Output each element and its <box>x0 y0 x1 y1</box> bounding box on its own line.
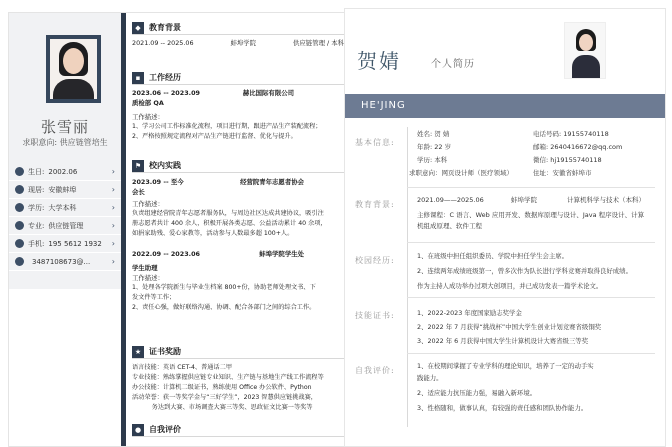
section-self-eval <box>132 423 344 437</box>
campus-org: 蚌埠学院学生处 <box>259 250 304 258</box>
edu-period: 2021.09——2025.06 <box>417 196 484 204</box>
skill-item: 1、2022-2023 年度国家励志奖学金 <box>417 309 522 317</box>
campus-desc-line: 册志愿者共计 400 余人，积极开展各类志愿、公益活动累计 40 余项， <box>132 220 327 227</box>
section-title: 校内实践 <box>149 161 181 170</box>
field-key: 微信: <box>533 156 549 164</box>
chevron-right-icon: › <box>111 203 115 212</box>
campus-org: 经营院青年志愿者协会 <box>240 178 304 186</box>
section-label: 技能证书: <box>355 311 395 320</box>
campus-item: 作为主持人成功举办过项大创项目，并已成功发表一篇学术论文。 <box>417 282 603 290</box>
work-period: 2023.06 -- 2023.09 <box>132 89 200 97</box>
location-icon <box>15 185 24 194</box>
field-key: 学历: <box>417 156 433 164</box>
section-label: 教育背景: <box>355 200 395 209</box>
section-label: 基本信息: <box>355 138 395 147</box>
phone-icon <box>15 239 24 248</box>
work-desc-title: 工作描述： <box>132 113 164 121</box>
award-icon: ★ <box>132 346 144 358</box>
profile-photo <box>46 35 101 103</box>
profile-photo <box>564 22 606 79</box>
info-row-email: 3487108673@... › <box>9 253 121 271</box>
section-title: 证书奖励 <box>149 347 181 356</box>
job-intent: 求职意向：网页设计师（医疗领域） <box>409 169 513 177</box>
email-icon <box>15 257 24 266</box>
user-icon: ● <box>132 424 144 436</box>
skill-item: 3、2022 年 6 月获得中国大学生计算机设计大赛省级三等奖 <box>417 337 589 345</box>
cert-line: 办公技能：计算机二级证书，熟练使用 Office 办公软件、Python <box>132 384 312 391</box>
section-title: 自我评价 <box>149 425 181 434</box>
cert-line: 活动荣誉：获一等奖学金与“三好学生”，2023 智慧供应链挑战赛， <box>132 394 317 401</box>
campus-period: 2023.09 -- 至今 <box>132 178 184 186</box>
timeline-line <box>407 127 408 427</box>
section-label: 校园经历: <box>355 256 395 265</box>
name-banner <box>345 94 665 118</box>
eval-item: 践能力。 <box>417 374 443 382</box>
education-icon <box>15 203 24 212</box>
english-name: HE'JING <box>361 100 406 111</box>
campus-desc-line: 1、处理各学院新生与毕业生档案 800+份，协助老师处理文书、下 <box>132 284 316 291</box>
chevron-right-icon: › <box>111 167 115 176</box>
divider <box>407 297 655 298</box>
campus-item: 2、连续两年成绩班级第一，曾多次作为队长进行学科竞赛并取得良好成绩。 <box>417 267 632 275</box>
campus-desc-line: 2、责任心强，做好联络沟通、协调、配合各部门之间的综合工作。 <box>132 304 316 311</box>
flag-icon: ⚑ <box>132 160 144 172</box>
cert-line: 专业技能：熟练掌握供应链专业知识、生产链与基地生产线工作流程等 <box>132 374 324 381</box>
section-title: 教育背景 <box>149 23 181 32</box>
campus-item: 1、在班级中担任组织委员、学院中担任学生会主席。 <box>417 252 569 260</box>
campus-role: 学生助理 <box>132 264 158 272</box>
chevron-right-icon: › <box>111 257 115 266</box>
field-key: 姓名: <box>417 130 433 138</box>
candidate-name: 张雪丽 <box>40 118 89 136</box>
field-key: 年龄: <box>417 143 433 151</box>
field-value: 本科 <box>434 156 448 164</box>
calendar-icon <box>15 167 24 176</box>
chevron-right-icon: › <box>111 185 115 194</box>
major-icon <box>15 221 24 230</box>
header <box>345 9 665 91</box>
briefcase-icon: ▪ <box>132 72 144 84</box>
info-row-phone: 手机: 195 5612 1932 › <box>9 235 121 253</box>
skill-item: 2、2022 年 7 月获得“挑战杯”中国大学生创业计划竞赛省级铜奖 <box>417 323 602 331</box>
edu-courses: 机组成原理、软件工程 <box>417 222 482 230</box>
info-row-birthday: 生日: 2002.06 › <box>9 163 121 181</box>
section-work <box>132 71 344 142</box>
field-value: 22 岁 <box>434 143 452 151</box>
cert-line: 务达到大赛、市场调查大赛三等奖、思政征文比赛一等奖等 <box>132 404 313 411</box>
campus-desc-line: 负责组建经营院青年志愿者服务队，与周边社区达成共建协议，吸引注 <box>132 210 324 217</box>
divider <box>407 187 655 188</box>
email-link[interactable]: 2640416672@qq.com <box>550 143 623 151</box>
campus-role: 会长 <box>132 188 145 196</box>
field-value: 贺 婧 <box>434 130 450 138</box>
edu-period: 2021.09 -- 2025.06 <box>132 39 194 47</box>
education-icon: ◆ <box>132 22 144 34</box>
address: 住址：安徽省蚌埠市 <box>533 169 592 177</box>
work-company: 赫比国际有限公司 <box>242 89 294 97</box>
cert-line: 语言技能：英语 CET-4、普通话二甲 <box>132 364 233 371</box>
eval-item: 2、适应能力抗压能力强，易融入新环境。 <box>417 389 537 397</box>
work-item: 1、学习公司工作标准化流程，项目进行期，跟进产品生产装配流程； <box>132 123 322 130</box>
info-row-location: 现居: 安徽蚌埠 › <box>9 181 121 199</box>
campus-desc-line: 如捐家助残、爱心家教等，活动参与人数最多超 100+人。 <box>132 230 294 237</box>
field-key: 电话号码: <box>533 130 562 138</box>
resume-he <box>344 8 666 447</box>
section-campus <box>132 159 344 313</box>
work-role: 质检部 QA <box>132 99 164 107</box>
campus-desc-title: 工作描述： <box>132 274 164 282</box>
divider <box>407 353 655 354</box>
sidebar-stripe <box>121 13 126 446</box>
section-certificates <box>132 345 344 413</box>
resume-zhang <box>8 12 348 447</box>
campus-period: 2022.09 -- 2023.06 <box>132 250 200 258</box>
eval-item: 3、性格随和，做事认真，有较强的责任感和团队协作能力。 <box>417 404 588 412</box>
section-label: 自我评价: <box>355 366 395 375</box>
field-value: 19155740118 <box>563 130 609 138</box>
edu-school: 蚌埠学院 <box>511 196 537 204</box>
chevron-right-icon: › <box>111 239 115 248</box>
field-value: hj19155740118 <box>550 156 602 164</box>
edu-major: 供应链管理 / 本科 <box>293 39 344 47</box>
document-subtitle: 个人简历 <box>431 59 475 70</box>
chevron-right-icon: › <box>111 221 115 230</box>
info-list <box>9 163 121 271</box>
job-intent: 求职意向: 供应链管培生 <box>22 138 108 147</box>
work-item: 2、严格按照规定流程对产品生产链进行监督、优化与提升。 <box>132 133 297 140</box>
campus-desc-title: 工作描述： <box>132 200 164 208</box>
field-key: 邮箱: <box>533 143 549 151</box>
candidate-name: 贺婧 <box>357 49 401 73</box>
section-title: 工作经历 <box>149 73 181 82</box>
edu-courses: 主修课程：C 语言、Web 应用开发、数据库原理与设计、Java 程序设计、计算 <box>417 211 645 219</box>
sidebar-lower <box>9 289 121 447</box>
edu-school: 蚌埠学院 <box>230 39 257 47</box>
campus-desc-line: 发文件等工作； <box>132 294 176 301</box>
section-education <box>132 21 344 48</box>
info-row-education: 学历: 大学本科 › <box>9 199 121 217</box>
info-row-major: 专业: 供应链管理 › <box>9 217 121 235</box>
divider <box>407 242 655 243</box>
eval-item: 1、在校期间掌握了专业学科的理论知识，培养了一定的动手实 <box>417 362 594 370</box>
edu-major: 计算机科学与技术（本科） <box>567 196 645 204</box>
